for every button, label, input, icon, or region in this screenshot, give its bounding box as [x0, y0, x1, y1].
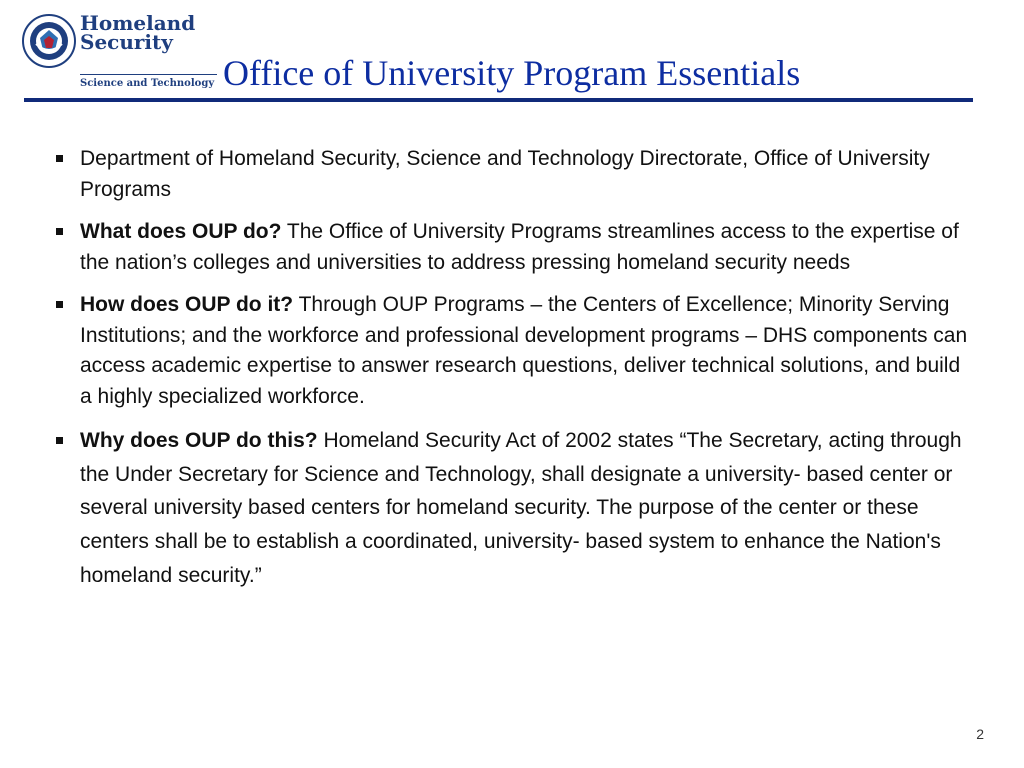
- page-number: 2: [976, 726, 984, 742]
- slide-title: Office of University Program Essentials: [223, 53, 801, 93]
- bullet-item: [50, 144, 970, 205]
- bullet-text: Department of Homeland Security, Science and Technology Directorate, Office of University Programs: [80, 147, 930, 201]
- logo-subtitle: Science and Technology: [80, 78, 215, 89]
- title-divider: [24, 98, 973, 102]
- bullet-text: The Office of University Programs streamlines access to the expertise of the nation’s colleges and universities to address pressing homeland security needs: [80, 220, 959, 274]
- bullet-item: [50, 217, 970, 278]
- square-bullet-icon: [56, 155, 63, 162]
- square-bullet-icon: [56, 228, 63, 235]
- square-bullet-icon: [56, 437, 63, 444]
- bullet-lead: What does OUP do?: [80, 220, 282, 243]
- logo-line-security: Security: [80, 30, 173, 54]
- bullet-text: Homeland Security Act of 2002 states “The Secretary, acting through the Under Secretary for Science and Technology, shall designate a university- based center or several university based centers for homeland security. The purpose of the center or these centers shall be to establish a coordinated, university- based system to enhance the Nation's homeland security.”: [80, 429, 962, 587]
- logo-wordmark: [80, 11, 196, 54]
- square-bullet-icon: [56, 301, 63, 308]
- dhs-seal-icon: [22, 14, 76, 68]
- logo-line-homeland: Homeland: [80, 11, 196, 35]
- logo-divider: [80, 74, 217, 75]
- bullet-lead: Why does OUP do this?: [80, 429, 318, 452]
- bullet-text: Through OUP Programs – the Centers of Excellence; Minority Serving Institutions; and the workforce and professional development programs – DHS components can access academic expertise to answer research questions, deliver technical solutions, and build a highly specialized workforce.: [80, 293, 968, 408]
- bullet-list: [50, 144, 970, 605]
- bullet-lead: How does OUP do it?: [80, 293, 294, 316]
- bullet-item: [50, 290, 970, 412]
- bullet-item: [50, 424, 970, 593]
- dhs-logo: [22, 11, 215, 92]
